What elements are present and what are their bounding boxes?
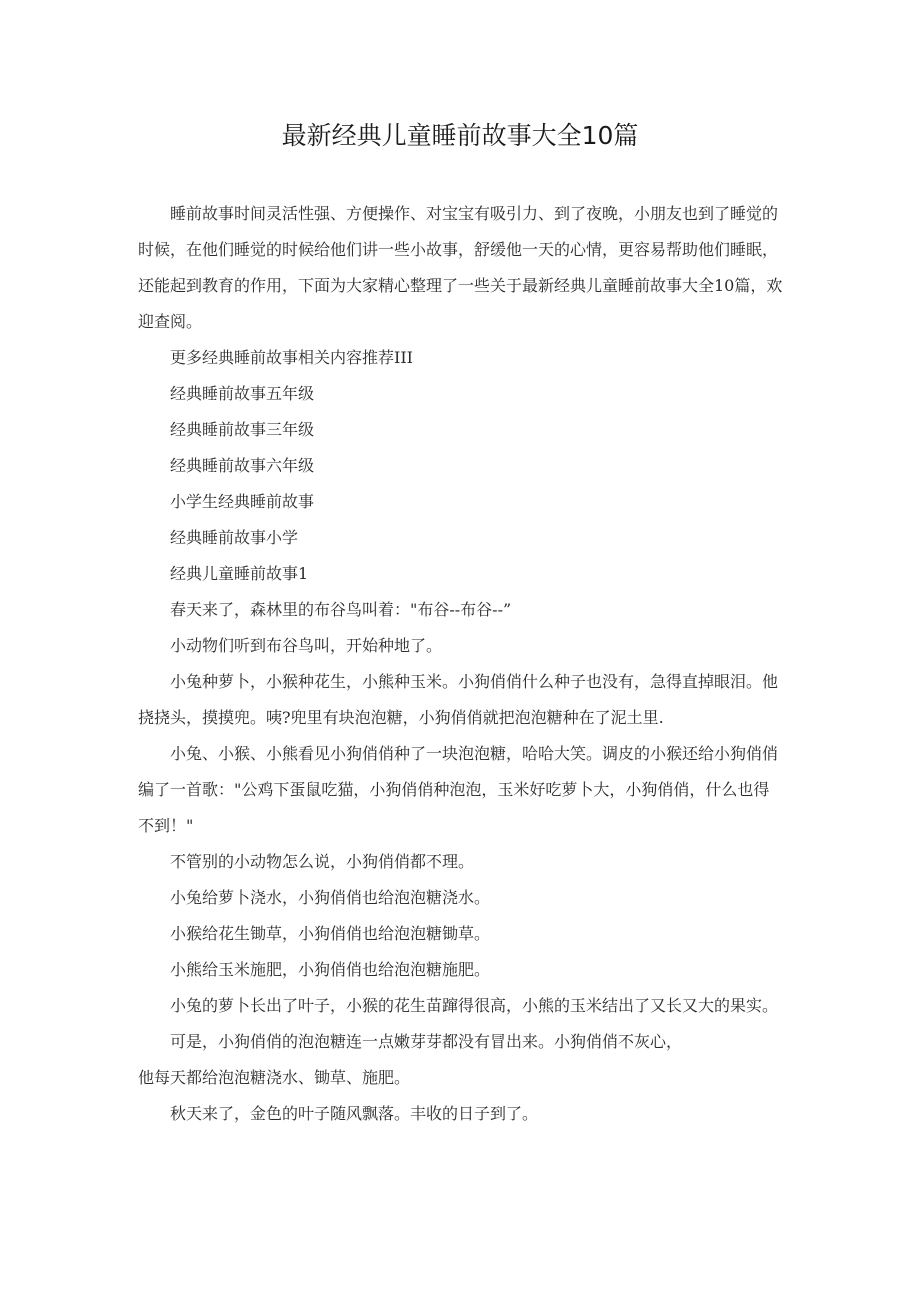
- recommend-link-5[interactable]: 经典睡前故事小学: [170, 528, 299, 547]
- story-heading: 经典儿童睡前故事1: [170, 564, 309, 583]
- story-paragraph: 秋天来了，金色的叶子随风飘落。丰收的日子到了。: [170, 1104, 539, 1123]
- story-paragraph: 他每天都给泡泡糖浇水、锄草、施肥。: [138, 1068, 411, 1087]
- story-paragraph: 小兔、小猴、小熊看见小狗俏俏种了一块泡泡糖，哈哈大笑。调皮的小猴还给小狗俏俏编了一首歌："公鸡下蛋鼠吃猫，小狗俏俏种泡泡，玉米好吃萝卜大，小狗俏俏，什么也得不到！": [138, 744, 779, 835]
- recommend-link-1[interactable]: 经典睡前故事五年级: [170, 384, 315, 403]
- story-paragraph: 小兔给萝卜浇水，小狗俏俏也给泡泡糖浇水。: [170, 888, 491, 907]
- story-paragraph: 小熊给玉米施肥，小狗俏俏也给泡泡糖施肥。: [170, 960, 491, 979]
- intro-paragraph: 睡前故事时间灵活性强、方便操作、对宝宝有吸引力、到了夜晚，小朋友也到了睡觉的时候，在他们睡觉的时候给他们讲一些小故事，舒缓他一天的心情，更容易帮助他们睡眠，还能起到教育的作用，下面为大家精心整理了一些关于最新经典儿童睡前故事大全10篇，欢迎查阅。: [138, 204, 783, 331]
- story-paragraph: 小动物们听到布谷鸟叫，开始种地了。: [170, 636, 443, 655]
- recommend-link-4[interactable]: 小学生经典睡前故事: [170, 492, 315, 511]
- story-paragraph: 小猴给花生锄草，小狗俏俏也给泡泡糖锄草。: [170, 924, 491, 943]
- story-paragraph: 春天来了，森林里的布谷鸟叫着："布谷--布谷--”: [170, 600, 512, 619]
- story-paragraph: 小兔种萝卜，小猴种花生，小熊种玉米。小狗俏俏什么种子也没有，急得直掉眼泪。他挠挠头，摸摸兜。咦?兜里有块泡泡糖，小狗俏俏就把泡泡糖种在了泥土里.: [138, 672, 779, 727]
- story-paragraph: 不管别的小动物怎么说，小狗俏俏都不理。: [170, 852, 475, 871]
- recommend-heading: 更多经典睡前故事相关内容推荐III: [170, 348, 413, 367]
- story-paragraph: 小兔的萝卜长出了叶子，小猴的花生苗蹿得很高，小熊的玉米结出了又长又大的果实。: [170, 996, 779, 1015]
- recommend-link-2[interactable]: 经典睡前故事三年级: [170, 420, 315, 439]
- document-body: [138, 196, 784, 1132]
- recommend-link-3[interactable]: 经典睡前故事六年级: [170, 456, 315, 475]
- story-paragraph: 可是，小狗俏俏的泡泡糖连一点嫩芽芽都没有冒出来。小狗俏俏不灰心，: [170, 1032, 683, 1051]
- document-title: 最新经典儿童睡前故事大全10篇: [281, 121, 639, 150]
